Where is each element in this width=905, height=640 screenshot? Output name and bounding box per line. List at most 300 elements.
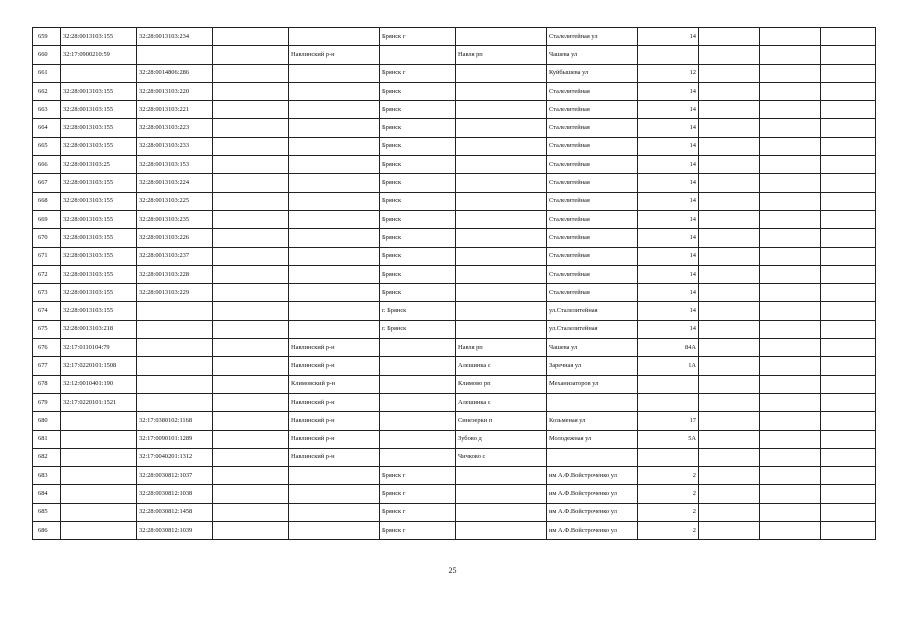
cell-col-11 bbox=[760, 375, 821, 393]
cell-row-index: 665 bbox=[33, 137, 61, 155]
cell-col-10 bbox=[699, 137, 760, 155]
cell-col-11 bbox=[760, 503, 821, 521]
cell-col-12 bbox=[821, 393, 876, 411]
cell-col-11 bbox=[760, 174, 821, 192]
cell-cadastral-number: 32:28:0013103:221 bbox=[137, 101, 213, 119]
cell-city: Брянск bbox=[380, 101, 456, 119]
cell-settlement: Навля рп bbox=[456, 46, 547, 64]
cell-extra-field bbox=[213, 302, 289, 320]
table-row bbox=[33, 82, 876, 100]
cell-city: г. Брянск bbox=[380, 302, 456, 320]
cell-col-10 bbox=[699, 247, 760, 265]
table-row bbox=[33, 210, 876, 228]
cell-district: Навлинский р-н bbox=[289, 448, 380, 466]
cell-row-index: 680 bbox=[33, 412, 61, 430]
cell-col-10 bbox=[699, 284, 760, 302]
cell-col-12 bbox=[821, 467, 876, 485]
cell-house-number: 14 bbox=[638, 320, 699, 338]
cell-district bbox=[289, 119, 380, 137]
cell-col-12 bbox=[821, 302, 876, 320]
cell-cadastral-number: 32:28:0013103:235 bbox=[137, 210, 213, 228]
cell-settlement: Алешинка с bbox=[456, 393, 547, 411]
cell-extra-field bbox=[213, 174, 289, 192]
cell-extra-field bbox=[213, 192, 289, 210]
cell-street: Сталелитейная ул bbox=[547, 28, 638, 46]
cell-col-10 bbox=[699, 522, 760, 540]
cell-cadastral-number-parent: 32:28:0013103:155 bbox=[61, 174, 137, 192]
cell-city: Брянск г bbox=[380, 467, 456, 485]
cell-settlement bbox=[456, 247, 547, 265]
table-row bbox=[33, 137, 876, 155]
cell-cadastral-number: 32:28:0013103:224 bbox=[137, 174, 213, 192]
cell-street bbox=[547, 393, 638, 411]
cell-cadastral-number: 32:28:0030812:1037 bbox=[137, 467, 213, 485]
cell-col-11 bbox=[760, 64, 821, 82]
cell-district bbox=[289, 320, 380, 338]
cell-extra-field bbox=[213, 28, 289, 46]
cell-street: Сталелитейная bbox=[547, 156, 638, 174]
cell-row-index: 677 bbox=[33, 357, 61, 375]
cell-row-index: 686 bbox=[33, 522, 61, 540]
cell-street: Козьменая ул bbox=[547, 412, 638, 430]
cell-col-12 bbox=[821, 339, 876, 357]
cell-col-11 bbox=[760, 339, 821, 357]
cell-settlement bbox=[456, 302, 547, 320]
cell-district bbox=[289, 229, 380, 247]
cell-house-number: 14 bbox=[638, 101, 699, 119]
cell-col-10 bbox=[699, 156, 760, 174]
cell-col-12 bbox=[821, 156, 876, 174]
cell-cadastral-number bbox=[137, 393, 213, 411]
cell-col-12 bbox=[821, 210, 876, 228]
table-row bbox=[33, 412, 876, 430]
cell-cadastral-number-parent: 32:17:0110104:79 bbox=[61, 339, 137, 357]
table-row bbox=[33, 522, 876, 540]
cell-row-index: 664 bbox=[33, 119, 61, 137]
cell-city: Брянск bbox=[380, 137, 456, 155]
cell-cadastral-number-parent bbox=[61, 448, 137, 466]
cell-district: Навлинский р-н bbox=[289, 412, 380, 430]
cell-house-number: 14 bbox=[638, 137, 699, 155]
cell-house-number: 14 bbox=[638, 229, 699, 247]
cell-street: Сталелитейная bbox=[547, 210, 638, 228]
cell-cadastral-number-parent bbox=[61, 64, 137, 82]
cell-cadastral-number: 32:28:0013103:228 bbox=[137, 265, 213, 283]
cell-cadastral-number: 32:17:0380102:1168 bbox=[137, 412, 213, 430]
cell-street: Сталелитейная bbox=[547, 247, 638, 265]
table-row bbox=[33, 503, 876, 521]
cell-city: Брянск г bbox=[380, 64, 456, 82]
cell-street: Сталелитейная bbox=[547, 265, 638, 283]
cell-district bbox=[289, 503, 380, 521]
cell-cadastral-number: 32:28:0013103:237 bbox=[137, 247, 213, 265]
cell-col-10 bbox=[699, 101, 760, 119]
cell-cadastral-number-parent bbox=[61, 485, 137, 503]
cell-extra-field bbox=[213, 229, 289, 247]
cell-district bbox=[289, 485, 380, 503]
cell-house-number: 14 bbox=[638, 174, 699, 192]
cell-row-index: 663 bbox=[33, 101, 61, 119]
cell-district: Навлинский р-н bbox=[289, 357, 380, 375]
cell-col-11 bbox=[760, 156, 821, 174]
cell-street: им А.Ф.Войстроченко ул bbox=[547, 522, 638, 540]
cell-district: Навлинский р-н bbox=[289, 430, 380, 448]
cell-col-12 bbox=[821, 82, 876, 100]
cell-col-11 bbox=[760, 412, 821, 430]
cell-settlement bbox=[456, 210, 547, 228]
cell-extra-field bbox=[213, 46, 289, 64]
cell-row-index: 679 bbox=[33, 393, 61, 411]
cell-city bbox=[380, 339, 456, 357]
cell-district: Климовский р-н bbox=[289, 375, 380, 393]
cell-col-12 bbox=[821, 137, 876, 155]
cell-row-index: 684 bbox=[33, 485, 61, 503]
cell-col-11 bbox=[760, 284, 821, 302]
cell-district bbox=[289, 210, 380, 228]
cell-extra-field bbox=[213, 448, 289, 466]
cell-cadastral-number: 32:28:0013103:229 bbox=[137, 284, 213, 302]
cell-col-10 bbox=[699, 82, 760, 100]
cell-col-10 bbox=[699, 64, 760, 82]
cell-cadastral-number-parent bbox=[61, 503, 137, 521]
cell-cadastral-number-parent: 32:28:0013103:155 bbox=[61, 137, 137, 155]
cell-cadastral-number-parent: 32:28:0013103:25 bbox=[61, 156, 137, 174]
cell-settlement bbox=[456, 522, 547, 540]
cell-house-number: 14 bbox=[638, 302, 699, 320]
cell-settlement bbox=[456, 119, 547, 137]
cell-row-index: 683 bbox=[33, 467, 61, 485]
cell-extra-field bbox=[213, 82, 289, 100]
cell-city: Брянск bbox=[380, 156, 456, 174]
cell-cadastral-number: 32:28:0013103:234 bbox=[137, 28, 213, 46]
cell-row-index: 667 bbox=[33, 174, 61, 192]
cell-city bbox=[380, 448, 456, 466]
cell-col-11 bbox=[760, 302, 821, 320]
cell-cadastral-number: 32:17:0040201:1312 bbox=[137, 448, 213, 466]
cell-col-11 bbox=[760, 467, 821, 485]
cell-house-number: 84А bbox=[638, 339, 699, 357]
cell-col-10 bbox=[699, 375, 760, 393]
cell-cadastral-number: 32:28:0013103:233 bbox=[137, 137, 213, 155]
cell-row-index: 670 bbox=[33, 229, 61, 247]
cell-cadastral-number: 32:28:0030812:1458 bbox=[137, 503, 213, 521]
cell-row-index: 669 bbox=[33, 210, 61, 228]
cell-extra-field bbox=[213, 137, 289, 155]
cell-district: Навлинский р-н bbox=[289, 46, 380, 64]
cell-settlement bbox=[456, 137, 547, 155]
cell-col-11 bbox=[760, 82, 821, 100]
cell-city: Брянск bbox=[380, 284, 456, 302]
cell-extra-field bbox=[213, 320, 289, 338]
cell-col-10 bbox=[699, 119, 760, 137]
cell-col-12 bbox=[821, 28, 876, 46]
cell-row-index: 678 bbox=[33, 375, 61, 393]
table-row bbox=[33, 302, 876, 320]
table-row bbox=[33, 485, 876, 503]
cell-street: Механизаторов ул bbox=[547, 375, 638, 393]
cell-extra-field bbox=[213, 503, 289, 521]
cell-col-11 bbox=[760, 210, 821, 228]
cell-cadastral-number-parent: 32:28:0013103:155 bbox=[61, 119, 137, 137]
cell-cadastral-number: 32:28:0013103:153 bbox=[137, 156, 213, 174]
table-row bbox=[33, 229, 876, 247]
cell-extra-field bbox=[213, 357, 289, 375]
cell-cadastral-number-parent: 32:28:0013103:155 bbox=[61, 229, 137, 247]
cell-col-12 bbox=[821, 448, 876, 466]
cell-cadastral-number-parent bbox=[61, 522, 137, 540]
cell-col-10 bbox=[699, 467, 760, 485]
cell-street: Сталелитейная bbox=[547, 82, 638, 100]
cell-house-number: 14 bbox=[638, 265, 699, 283]
cell-city: Брянск bbox=[380, 82, 456, 100]
cell-city bbox=[380, 375, 456, 393]
cell-cadastral-number: 32:28:0030812:1039 bbox=[137, 522, 213, 540]
cell-col-11 bbox=[760, 101, 821, 119]
cell-settlement: Навля рп bbox=[456, 339, 547, 357]
cell-extra-field bbox=[213, 412, 289, 430]
table-row bbox=[33, 101, 876, 119]
cell-col-10 bbox=[699, 448, 760, 466]
cell-col-10 bbox=[699, 265, 760, 283]
cell-col-11 bbox=[760, 430, 821, 448]
table-body bbox=[33, 28, 876, 540]
cell-cadastral-number bbox=[137, 320, 213, 338]
cell-col-12 bbox=[821, 320, 876, 338]
cell-extra-field bbox=[213, 485, 289, 503]
cell-col-11 bbox=[760, 229, 821, 247]
table-row bbox=[33, 430, 876, 448]
cell-cadastral-number-parent: 32:28:0013103:155 bbox=[61, 82, 137, 100]
cell-house-number: 14 bbox=[638, 210, 699, 228]
cell-col-10 bbox=[699, 320, 760, 338]
cell-city bbox=[380, 393, 456, 411]
cell-city: Брянск bbox=[380, 247, 456, 265]
cell-extra-field bbox=[213, 522, 289, 540]
cell-house-number: 14 bbox=[638, 247, 699, 265]
cell-settlement bbox=[456, 156, 547, 174]
cell-settlement bbox=[456, 64, 547, 82]
cell-col-11 bbox=[760, 522, 821, 540]
cell-row-index: 666 bbox=[33, 156, 61, 174]
cell-house-number bbox=[638, 393, 699, 411]
cell-extra-field bbox=[213, 284, 289, 302]
cell-cadastral-number: 32:28:0030812:1038 bbox=[137, 485, 213, 503]
cell-city: Брянск г bbox=[380, 522, 456, 540]
cell-house-number: 12 bbox=[638, 64, 699, 82]
cell-cadastral-number-parent: 32:28:0013103:155 bbox=[61, 265, 137, 283]
cell-col-12 bbox=[821, 284, 876, 302]
cell-col-10 bbox=[699, 46, 760, 64]
cell-extra-field bbox=[213, 119, 289, 137]
cell-district bbox=[289, 28, 380, 46]
cell-extra-field bbox=[213, 339, 289, 357]
cell-city: г. Брянск bbox=[380, 320, 456, 338]
cell-cadastral-number-parent bbox=[61, 467, 137, 485]
cell-cadastral-number-parent: 32:17:0220101:1521 bbox=[61, 393, 137, 411]
cell-row-index: 672 bbox=[33, 265, 61, 283]
cell-street: Сталелитейная bbox=[547, 137, 638, 155]
cell-street: Куйбышева ул bbox=[547, 64, 638, 82]
cell-row-index: 668 bbox=[33, 192, 61, 210]
cell-cadastral-number bbox=[137, 339, 213, 357]
cell-house-number: 14 bbox=[638, 156, 699, 174]
cell-district bbox=[289, 522, 380, 540]
table-row bbox=[33, 46, 876, 64]
cell-row-index: 685 bbox=[33, 503, 61, 521]
cell-settlement bbox=[456, 101, 547, 119]
cell-extra-field bbox=[213, 430, 289, 448]
cell-row-index: 659 bbox=[33, 28, 61, 46]
cell-house-number: 14 bbox=[638, 192, 699, 210]
cell-city: Брянск bbox=[380, 229, 456, 247]
cell-house-number: 2 bbox=[638, 485, 699, 503]
cell-cadastral-number bbox=[137, 375, 213, 393]
table-row bbox=[33, 28, 876, 46]
cell-street: ул.Сталелитейная bbox=[547, 302, 638, 320]
cell-col-12 bbox=[821, 412, 876, 430]
cell-cadastral-number-parent bbox=[61, 430, 137, 448]
cell-col-11 bbox=[760, 485, 821, 503]
cell-cadastral-number: 32:17:0090101:1289 bbox=[137, 430, 213, 448]
cell-street: Сталелитейная bbox=[547, 229, 638, 247]
cell-house-number: 2 bbox=[638, 503, 699, 521]
cell-col-12 bbox=[821, 101, 876, 119]
cell-district bbox=[289, 302, 380, 320]
cell-district bbox=[289, 467, 380, 485]
cell-col-11 bbox=[760, 137, 821, 155]
cell-city: Брянск bbox=[380, 119, 456, 137]
cell-city: Брянск г bbox=[380, 503, 456, 521]
cell-city: Брянск bbox=[380, 210, 456, 228]
cell-extra-field bbox=[213, 467, 289, 485]
cell-district: Навлинский р-н bbox=[289, 339, 380, 357]
cell-col-12 bbox=[821, 375, 876, 393]
cell-street: Заречная ул bbox=[547, 357, 638, 375]
table-row bbox=[33, 339, 876, 357]
cell-house-number: 1А bbox=[638, 357, 699, 375]
cell-col-12 bbox=[821, 522, 876, 540]
cell-col-12 bbox=[821, 64, 876, 82]
cell-col-12 bbox=[821, 430, 876, 448]
cell-city: Брянск г bbox=[380, 28, 456, 46]
table-row bbox=[33, 265, 876, 283]
cell-house-number: 14 bbox=[638, 28, 699, 46]
cell-street: Молодежная ул bbox=[547, 430, 638, 448]
cell-district bbox=[289, 284, 380, 302]
cell-cadastral-number-parent: 32:28:0013103:155 bbox=[61, 302, 137, 320]
cell-street: Сталелитейная bbox=[547, 192, 638, 210]
cell-cadastral-number bbox=[137, 46, 213, 64]
cell-extra-field bbox=[213, 247, 289, 265]
cell-cadastral-number-parent: 32:28:0013103:155 bbox=[61, 284, 137, 302]
cell-row-index: 673 bbox=[33, 284, 61, 302]
cell-house-number: 5А bbox=[638, 430, 699, 448]
cell-street: Сталелитейная bbox=[547, 119, 638, 137]
cell-house-number: 2 bbox=[638, 467, 699, 485]
cell-house-number: 14 bbox=[638, 119, 699, 137]
cell-settlement: Чичково с bbox=[456, 448, 547, 466]
cell-street: Сталелитейная bbox=[547, 174, 638, 192]
cell-settlement bbox=[456, 192, 547, 210]
cell-house-number bbox=[638, 375, 699, 393]
cell-col-11 bbox=[760, 46, 821, 64]
cell-col-10 bbox=[699, 210, 760, 228]
cell-city: Брянск bbox=[380, 174, 456, 192]
cell-col-10 bbox=[699, 393, 760, 411]
table-row bbox=[33, 284, 876, 302]
cell-district bbox=[289, 137, 380, 155]
cell-col-10 bbox=[699, 28, 760, 46]
cell-settlement: Алешинка с bbox=[456, 357, 547, 375]
cell-settlement bbox=[456, 467, 547, 485]
cell-street: Сталелитейная bbox=[547, 284, 638, 302]
cell-col-12 bbox=[821, 119, 876, 137]
cell-col-11 bbox=[760, 320, 821, 338]
cell-col-11 bbox=[760, 265, 821, 283]
cell-district bbox=[289, 247, 380, 265]
cell-extra-field bbox=[213, 156, 289, 174]
cell-street: Чашева ул bbox=[547, 339, 638, 357]
cell-col-12 bbox=[821, 46, 876, 64]
cell-district bbox=[289, 156, 380, 174]
cell-cadastral-number-parent: 32:28:0013103:218 bbox=[61, 320, 137, 338]
cell-extra-field bbox=[213, 393, 289, 411]
cell-row-index: 660 bbox=[33, 46, 61, 64]
cell-cadastral-number-parent: 32:28:0013103:155 bbox=[61, 192, 137, 210]
cell-row-index: 675 bbox=[33, 320, 61, 338]
cell-extra-field bbox=[213, 210, 289, 228]
cell-street: им А.Ф.Войстроченко ул bbox=[547, 503, 638, 521]
cell-house-number: 2 bbox=[638, 522, 699, 540]
cell-street: Чашева ул bbox=[547, 46, 638, 64]
cell-row-index: 682 bbox=[33, 448, 61, 466]
cell-cadastral-number-parent: 32:28:0013103:155 bbox=[61, 247, 137, 265]
cell-district bbox=[289, 82, 380, 100]
table-row bbox=[33, 174, 876, 192]
cell-col-11 bbox=[760, 357, 821, 375]
cell-col-10 bbox=[699, 503, 760, 521]
cell-city: Брянск bbox=[380, 265, 456, 283]
cell-city bbox=[380, 412, 456, 430]
cell-cadastral-number: 32:28:0013103:225 bbox=[137, 192, 213, 210]
cell-cadastral-number-parent: 32:17:0220101:1508 bbox=[61, 357, 137, 375]
cell-house-number bbox=[638, 448, 699, 466]
table-row bbox=[33, 357, 876, 375]
cell-row-index: 681 bbox=[33, 430, 61, 448]
cell-cadastral-number bbox=[137, 357, 213, 375]
cell-col-11 bbox=[760, 393, 821, 411]
cell-row-index: 674 bbox=[33, 302, 61, 320]
cell-city bbox=[380, 46, 456, 64]
cell-col-11 bbox=[760, 448, 821, 466]
cell-cadastral-number-parent: 32:12:0010401:190 bbox=[61, 375, 137, 393]
cell-district bbox=[289, 101, 380, 119]
table-row bbox=[33, 64, 876, 82]
cell-cadastral-number-parent: 32:17:0900210:59 bbox=[61, 46, 137, 64]
cell-street: им А.Ф.Войстроченко ул bbox=[547, 485, 638, 503]
cell-settlement bbox=[456, 229, 547, 247]
cell-district bbox=[289, 265, 380, 283]
cell-city bbox=[380, 430, 456, 448]
cell-col-12 bbox=[821, 229, 876, 247]
table-row bbox=[33, 119, 876, 137]
table-row bbox=[33, 320, 876, 338]
cell-cadastral-number: 32:28:0013103:220 bbox=[137, 82, 213, 100]
cell-col-12 bbox=[821, 174, 876, 192]
cell-settlement bbox=[456, 174, 547, 192]
cell-row-index: 661 bbox=[33, 64, 61, 82]
cell-col-12 bbox=[821, 192, 876, 210]
